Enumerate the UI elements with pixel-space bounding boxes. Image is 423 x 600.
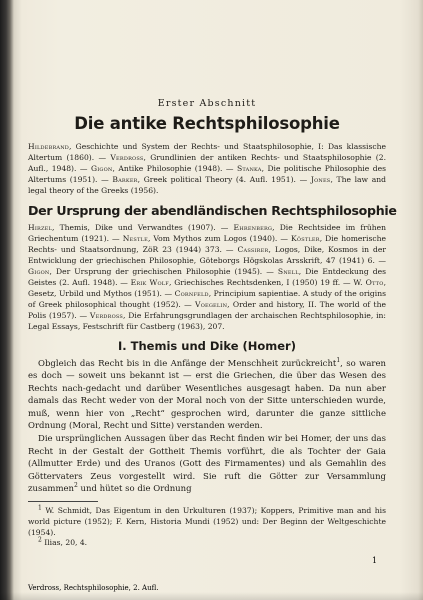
footnote-ref[interactable]: 1 [336, 357, 341, 365]
chapter-title: Die antike Rechtsphilosophie [74, 114, 340, 133]
footnote-text: Ilias, 20, 4. [44, 538, 88, 548]
biblio-entry: , Principium sapientiae. A study of the origins of Greek philosophical thought (1952). — [28, 289, 386, 309]
footnote [28, 538, 386, 549]
biblio-entry: , Order and history, II. The world of the Polis (1957). — [28, 300, 386, 320]
biblio-entry: , Logos, Dike, Kosmos in der Entwicklung der griechischen Philosophie, Göteborgs Högskolas Arsskrift, 47 (1941) 6. — [28, 245, 386, 265]
biblio-entry: , The law and legal theory of the Greeks (1956). [28, 175, 386, 195]
biblio-entry: , Der Ursprung der griechischen Philosophie (1945). — [49, 267, 278, 276]
biblio-entry: , Die politische Philosophie des Altertums (1951). — [28, 164, 386, 184]
biblio-entry: , Die homerische Rechts- und Staatsordnung, ZöR 23 (1944) 373. — [28, 234, 386, 254]
biblio-author: Nestle [122, 234, 148, 243]
running-footer [28, 584, 386, 592]
chapter-bibliography [28, 141, 386, 196]
biblio-author: Cornfeld [174, 289, 209, 298]
paragraph-text: Die ursprünglichen Aussagen über das Recht finden wir bei Homer, der uns das Recht in der Gestalt der Gottheit Themis vorführt, die als Tochter der Gaia (Allmutter Erde) und des Uranos (Gott des Firmamentes) und als Gemahlin des Göttervaters Zeus vorgestellt wird. Sie ruft die Götter zur Versammlung zusammen [28, 434, 386, 495]
body-paragraph [28, 358, 386, 432]
footnote-divider [28, 501, 98, 502]
biblio-entry: , Greek political Theory (4. Aufl. 1951). — [137, 175, 311, 184]
biblio-author: Gigon [28, 267, 50, 276]
biblio-entry: , Griechisches Rechtsdenken, I (1950) 19 ff. — [168, 278, 354, 287]
biblio-author: Voegelin [195, 300, 228, 309]
biblio-author: Verdross [110, 153, 144, 162]
biblio-author: Hirzel [28, 223, 53, 232]
footnote-ref[interactable]: 2 [74, 482, 78, 490]
section-bibliography [28, 222, 386, 332]
biblio-author: Verdross [89, 311, 124, 320]
biblio-author: Barker [112, 175, 138, 184]
biblio-entry: , Vom Mythos zum Logos (1940). — [147, 234, 292, 243]
subsection-heading: I. Themis und Dike (Homer) [118, 339, 296, 353]
biblio-entry: , Geschichte und System der Rechts- und Staatsphilosophie, I: Das klassische Altertum (1860). — [28, 142, 386, 162]
biblio-entry: , Themis, Dike und Verwandtes (1907). — [52, 223, 234, 232]
section-heading: Der Ursprung der abendländischen Rechtsphilosophie [28, 203, 397, 218]
biblio-author: Snell [277, 267, 299, 276]
biblio-author: Erik Wolf [130, 278, 169, 287]
biblio-author: Ehrenberg [233, 223, 273, 232]
biblio-author: Gigon [90, 164, 113, 173]
biblio-author: Hildebrand [28, 142, 70, 151]
paragraph-text: , so waren es doch — soweit uns bekannt ist — erst die Griechen, die über das Wesen des Rechts nach-gedacht und darüber Wesentliches ausgesagt haben. Da nun aber damals das Recht weder von der Moral noch von der Sitte unterschieden wurde, muß, wenn hier von „Recht“ gesprochen wird, darunter die ganze sittliche Ordnung (Moral, Recht und Sitte) verstanden werden. [28, 359, 387, 432]
biblio-author: Jones [310, 175, 331, 184]
footnote-text: W. Schmidt, Das Eigentum in den Urkulturen (1937); Koppers, Primitive man and his world picture (1952); F. Kern, Historia Mundi (1952) und: Der Beginn der Weltgeschichte (1954). [28, 506, 386, 537]
biblio-entry: , Gesetz, Urbild und Mythos (1951). — [28, 278, 386, 298]
biblio-author: Stanka [236, 164, 262, 173]
paragraph-text: Obgleich das Recht bis in die Anfänge der Menschheit zurückreicht [38, 359, 337, 369]
biblio-entry: , Die Rechtsidee im frühen Griechentum (1921). — [28, 223, 386, 243]
running-footer-text: Verdross, Rechtsphilosophie, 2. Aufl. [28, 584, 159, 592]
biblio-author: Cassirer [237, 245, 269, 254]
section-label: Erster Abschnitt [157, 98, 257, 109]
footnote-number: 1 [38, 504, 42, 512]
biblio-entry: , Die Entdeckung des Geistes (2. Aufl. 1948). — [28, 267, 386, 287]
page-number: 1 [372, 556, 378, 565]
footnote-number: 2 [38, 536, 42, 544]
biblio-entry: , Grundlinien der antiken Rechts- und Staatsphilosophie (2. Aufl., 1948). — [28, 153, 386, 173]
biblio-entry: , Die Erfahrungsgrundlagen der archaischen Rechtsphilosophie, in: Legal Essays, Festschrift für Castberg (1963), 207. [28, 311, 386, 331]
page-shadow [0, 592, 423, 600]
biblio-author: Köstler [291, 234, 320, 243]
biblio-entry: , Antike Philosophie (1948). — [112, 164, 237, 173]
footnote [28, 506, 386, 538]
body-paragraph [28, 433, 386, 495]
book-page [28, 98, 397, 549]
biblio-author: W. Otto [353, 278, 384, 287]
paragraph-text: und hütet so die Ordnung [77, 484, 192, 495]
